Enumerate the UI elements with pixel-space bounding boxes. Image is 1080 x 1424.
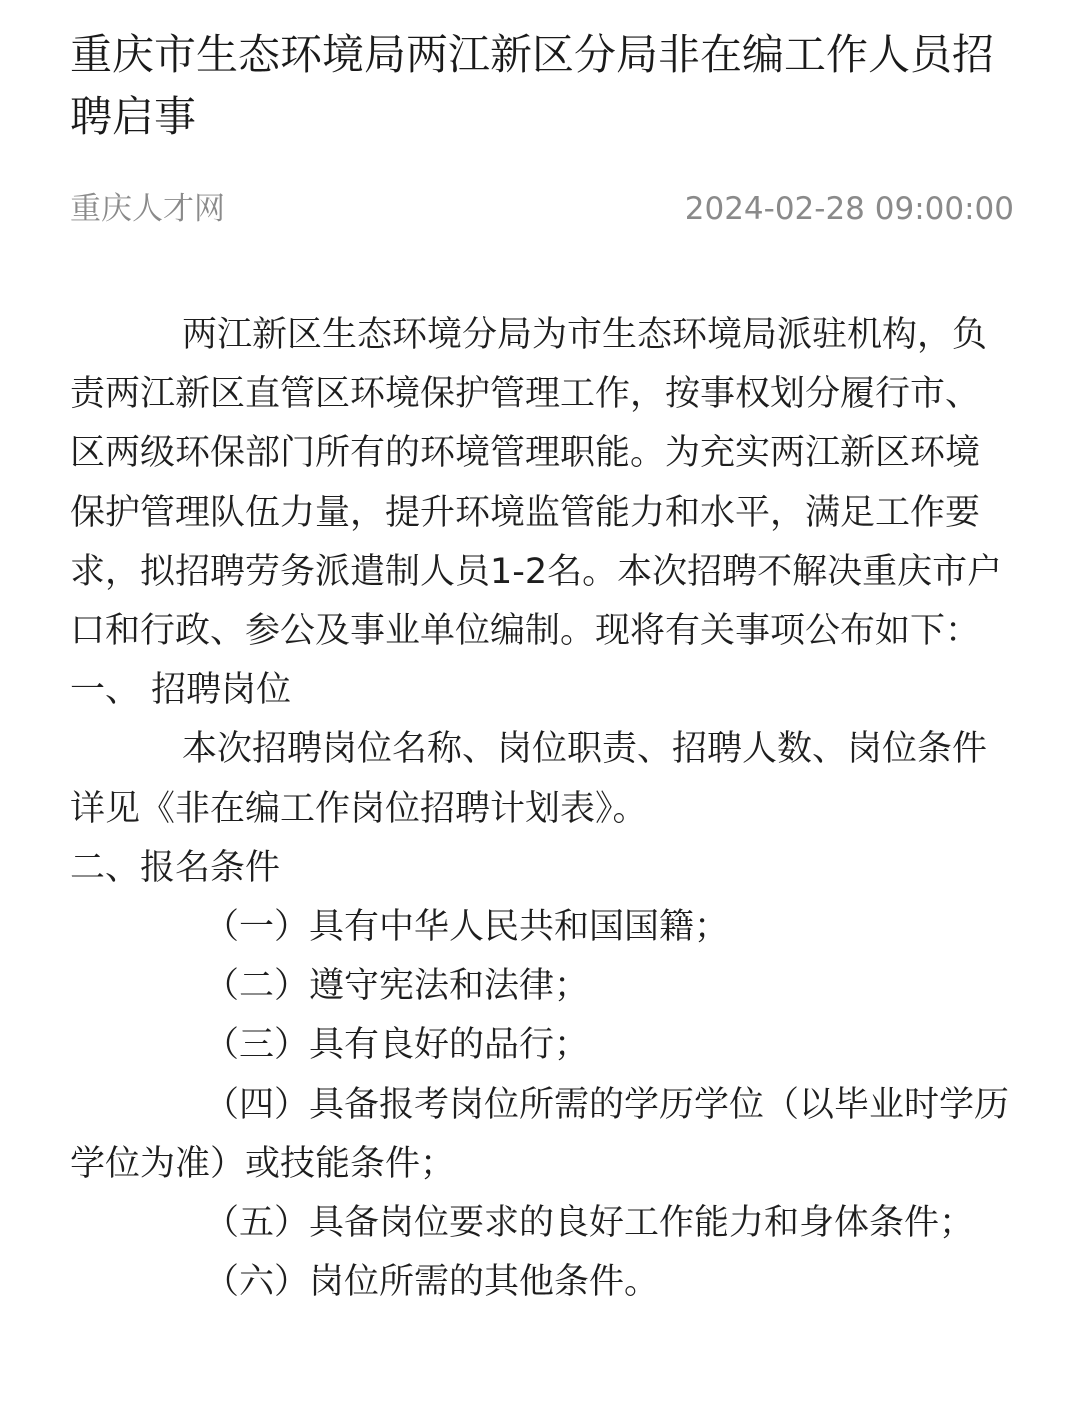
article-meta	[70, 186, 1014, 232]
condition-item: （二）遵守宪法和法律；	[204, 966, 590, 1007]
condition-item: （六）岗位所需的其他条件。	[204, 1262, 660, 1303]
positions-paragraph: 本次招聘岗位名称、岗位职责、招聘人数、岗位条件详见《非在编工作岗位招聘计划表》。	[70, 729, 988, 829]
condition-item: （三）具有良好的品行；	[204, 1025, 590, 1066]
condition-item: （四）具备报考岗位所需的学历学位（以毕业时学历学位为准）或技能条件；	[70, 1084, 1010, 1184]
condition-item: （五）具备岗位要求的良好工作能力和身体条件；	[204, 1203, 975, 1244]
article-title: 重庆市生态环境局两江新区分局非在编工作人员招聘启事	[70, 30, 995, 141]
article-source[interactable]: 重庆人才网	[70, 191, 225, 227]
condition-item: （一）具有中华人民共和国国籍；	[204, 907, 730, 948]
article-body	[70, 306, 1014, 1312]
article-datetime: 2024-02-28 09:00:00	[684, 191, 1014, 227]
intro-paragraph: 两江新区生态环境分局为市生态环境局派驻机构，负责两江新区直管区环境保护管理工作，按事权划分履行市、区两级环保部门所有的环境管理职能。为充实两江新区环境保护管理队伍力量，提升环境监管能力和水平，满足工作要求，拟招聘劳务派遣制人员1-2名。本次招聘不解决重庆市户口和行政、参公及事业单位编制。现将有关事项公布如下：	[70, 315, 1003, 652]
section-heading-conditions: 二、报名条件	[70, 847, 281, 888]
section-heading-positions: 一、 招聘岗位	[70, 670, 292, 711]
